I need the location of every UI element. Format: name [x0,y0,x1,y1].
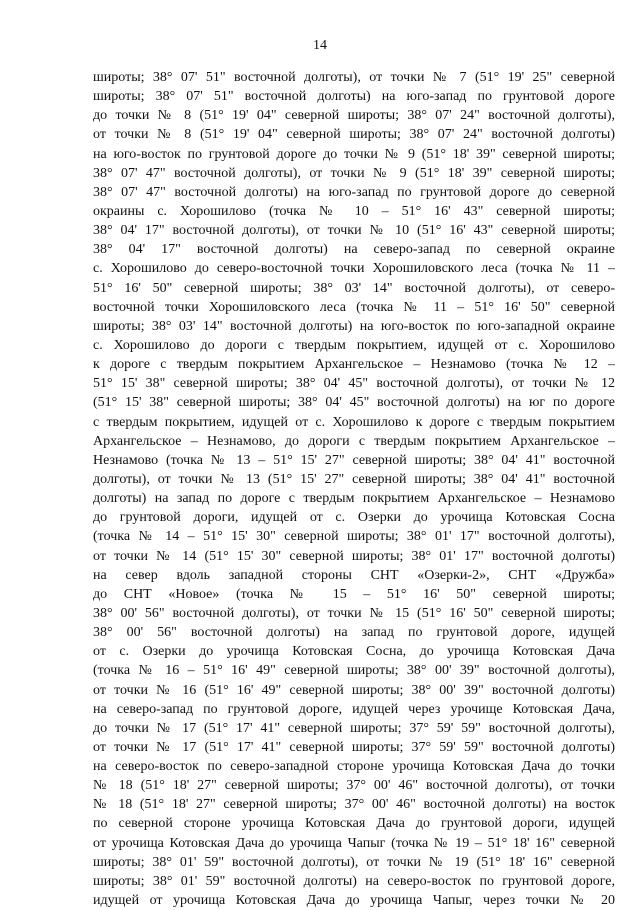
text-line: от точки № 16 (51° 16' 49" северной широты; 38° 00' 39" восточной долготы) [93,682,615,698]
text-line: восточной точки Хорошиловского леса (точка № 11 – 51° 16' 50" северной [93,299,615,315]
text-line: на юго-восток по грунтовой дороге до точки № 9 (51° 18' 39" северной широты; [93,146,615,162]
text-line: от точки № 8 (51° 19' 04" северной широты; 38° 07' 24" восточной долготы) [93,127,615,143]
text-line: от точки № 14 (51° 15' 30" северной широты; 38° 01' 17" восточной долготы) [93,548,615,564]
text-line: широты; 38° 07' 51" восточной долготы), от точки № 7 (51° 19' 25" северной [93,70,615,85]
text-line: широты; 38° 01' 59" восточной долготы), от точки № 19 (51° 18' 16" северной [93,854,615,870]
text-line: на север вдоль западной стороны СНТ «Озерки-2», СНТ «Дружба» [93,567,615,583]
text-line: до грунтовой дороги, идущей от с. Озерки до урочища Котовская Сосна [93,510,615,526]
text-line: от точки № 17 (51° 17' 41" северной широты; 37° 59' 59" восточной долготы) [93,739,615,755]
text-line: от с. Озерки до урочища Котовская Сосна, до урочища Котовская Дача [93,644,615,660]
text-line: широты; 38° 03' 14" восточной долготы) на юго-восток по юго-западной окраине [93,318,615,334]
text-line: 38° 04' 17" восточной долготы), от точки № 10 (51° 16' 43" северной широты; [93,223,615,239]
text-line: (точка № 16 – 51° 16' 49" северной широты; 38° 00' 39" восточной долготы), [93,663,615,679]
text-line: Архангельское – Незнамово, до дороги с твердым покрытием Архангельское – [93,433,615,449]
text-line: долготы), от точки № 13 (51° 15' 27" северной широты; 38° 04' 41" восточной [93,471,615,487]
text-line: с. Хорошилово до северо-восточной точки Хорошиловского леса (точка № 11 – [93,261,615,277]
text-line: № 18 (51° 18' 27" северной широты; 37° 00' 46" восточной долготы), от точки [93,778,615,794]
text-line: Незнамово (точка № 13 – 51° 15' 27" северной широты; 38° 04' 41" восточной [93,452,615,468]
text-line: долготы) на запад по дороге с твердым покрытием Архангельское – Незнамово [93,491,615,507]
text-line: до точки № 17 (51° 17' 41" северной широты; 37° 59' 59" восточной долготы), [93,720,615,736]
text-line: на северо-запад по грунтовой дороге, идущей через урочище Котовская Дача, [93,701,615,717]
text-line: на северо-восток по северо-западной стороне урочища Котовская Дача до точки [93,759,615,775]
text-line: 38° 00' 56" восточной долготы) на запад по грунтовой дороге, идущей [93,625,615,641]
page-number: 14 [313,38,327,53]
text-line: с твердым покрытием, идущей от с. Хорошилово к дороге с твердым покрытием [93,414,615,430]
body-text [93,68,615,910]
text-line: (51° 15' 38" северной широты; 38° 04' 45" восточной долготы) на юг по дороге [93,395,615,411]
text-line: широты; 38° 07' 51" восточной долготы) на юго-запад по грунтовой дороге [93,89,615,105]
text-line: 51° 16' 50" северной широты; 38° 03' 14" восточной долготы), от северо- [93,280,615,296]
text-line: окраины с. Хорошилово (точка № 10 – 51° 16' 43" северной широты; [93,203,615,219]
text-line: до СНТ «Новое» (точка № 15 – 51° 16' 50" северной широты; [93,586,615,602]
text-line: 51° 15' 38" северной широты; 38° 04' 45" восточной долготы), от точки № 12 [93,376,615,392]
text-line: 38° 00' 56" восточной долготы), от точки № 15 (51° 16' 50" северной широты; [93,605,615,621]
text-line: 38° 07' 47" восточной долготы) на юго-запад по грунтовой дороге до северной [93,184,615,200]
text-line: с. Хорошилово до дороги с твердым покрытием, идущей от с. Хорошилово [93,337,615,353]
text-line: до точки № 8 (51° 19' 04" северной широты; 38° 07' 24" восточной долготы), [93,108,615,124]
text-line: (точка № 14 – 51° 15' 30" северной широты; 38° 01' 17" восточной долготы), [93,529,615,545]
text-line: 38° 07' 47" восточной долготы), от точки № 9 (51° 18' 39" северной широты; [93,165,615,181]
text-line: 38° 04' 17" восточной долготы) на северо-запад по северной окраине [93,242,615,258]
text-line: по северной стороне урочища Котовская Дача до грунтовой дороги, идущей [93,816,615,832]
text-line: № 18 (51° 18' 27" северной широты; 37° 00' 46" восточной долготы) на восток [93,797,615,813]
text-line: широты; 38° 01' 59" восточной долготы) на северо-восток по грунтовой дороге, [93,873,615,889]
text-line: от урочища Котовская Дача до урочища Чапыг (точка № 19 – 51° 18' 16" северной [93,835,615,851]
text-line: к дороге с твердым покрытием Архангельское – Незнамово (точка № 12 – [93,357,615,373]
text-line: идущей от урочища Котовская Дача до урочища Чапыг, через точки № 20 [93,893,615,909]
